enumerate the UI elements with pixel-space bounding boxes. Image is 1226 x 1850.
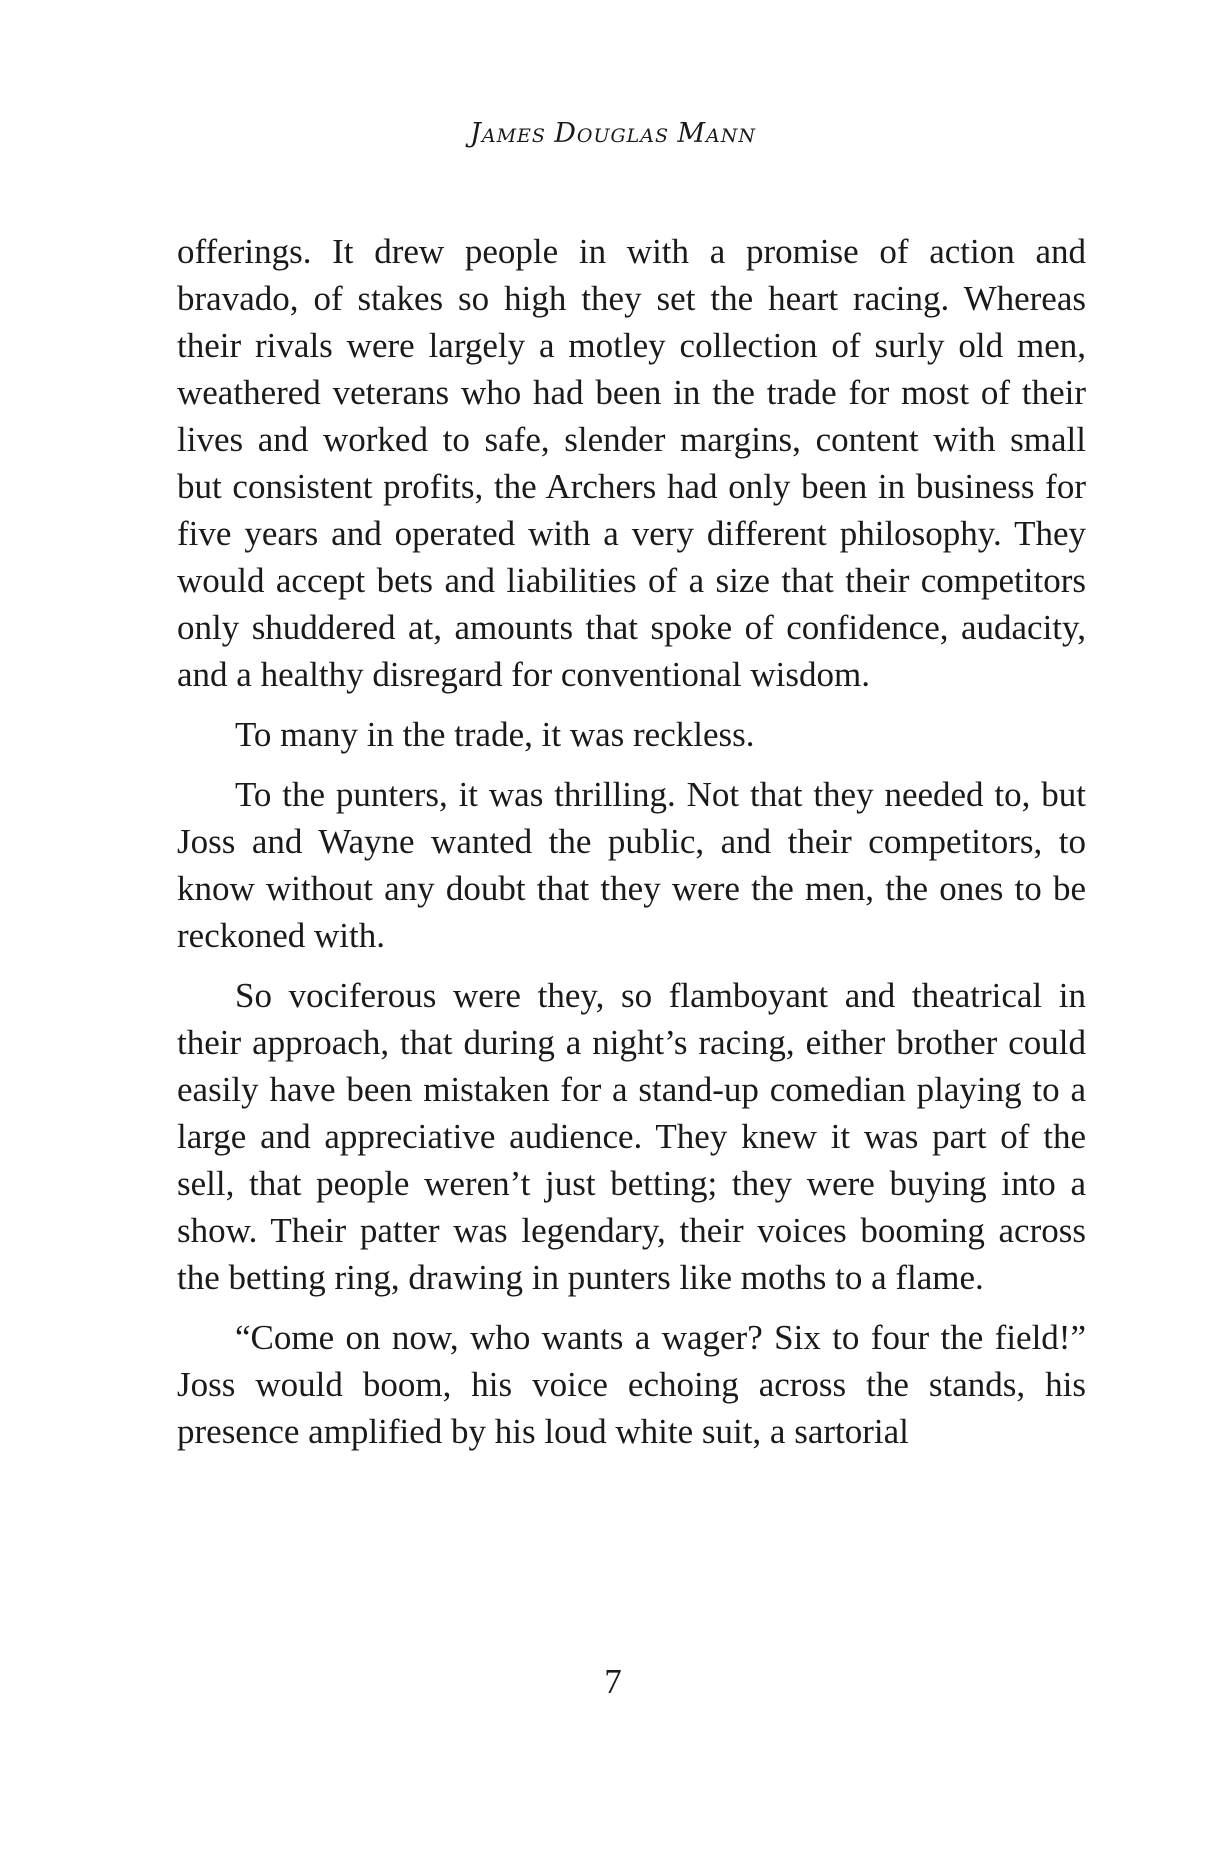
body-text [177,228,1086,1468]
paragraph-1: offerings. It drew people in with a promise of action and bravado, of stakes so high they set the heart racing. Whereas their rivals were largely a motley collection of surly old men, weathered veterans who had been in the trade for most of their lives and worked to safe, slender margins, content with small but consistent profits, the Archers had only been in business for five years and operated with a very different philosophy. They would accept bets and liabilities of a size that their competitors only shuddered at, amounts that spoke of confidence, audacity, and a healthy disregard for conventional wisdom. [177,232,1086,694]
paragraph-5: “Come on now, who wants a wager? Six to four the field!” Joss would boom, his voice echoing across the stands, his presence amplified by his loud white suit, a sartorial [177,1318,1086,1451]
paragraph-3: To the punters, it was thrilling. Not that they needed to, but Joss and Wayne wanted the public, and their competitors, to know without any doubt that they were the men, the ones to be reckoned with. [177,775,1086,955]
paragraph-2: To many in the trade, it was reckless. [235,715,755,754]
paragraph-4: So vociferous were they, so flamboyant and theatrical in their approach, that during a night’s racing, either brother could easily have been mistaken for a stand-up comedian playing to a large and appreciative audience. They knew it was part of the sell, that people weren’t just betting; they were buying into a show. Their patter was legendary, their voices booming across the betting ring, drawing in punters like moths to a flame. [177,976,1086,1297]
running-head: JAMES DOUGLAS MANN [470,118,756,149]
page-number: 7 [604,1662,622,1701]
